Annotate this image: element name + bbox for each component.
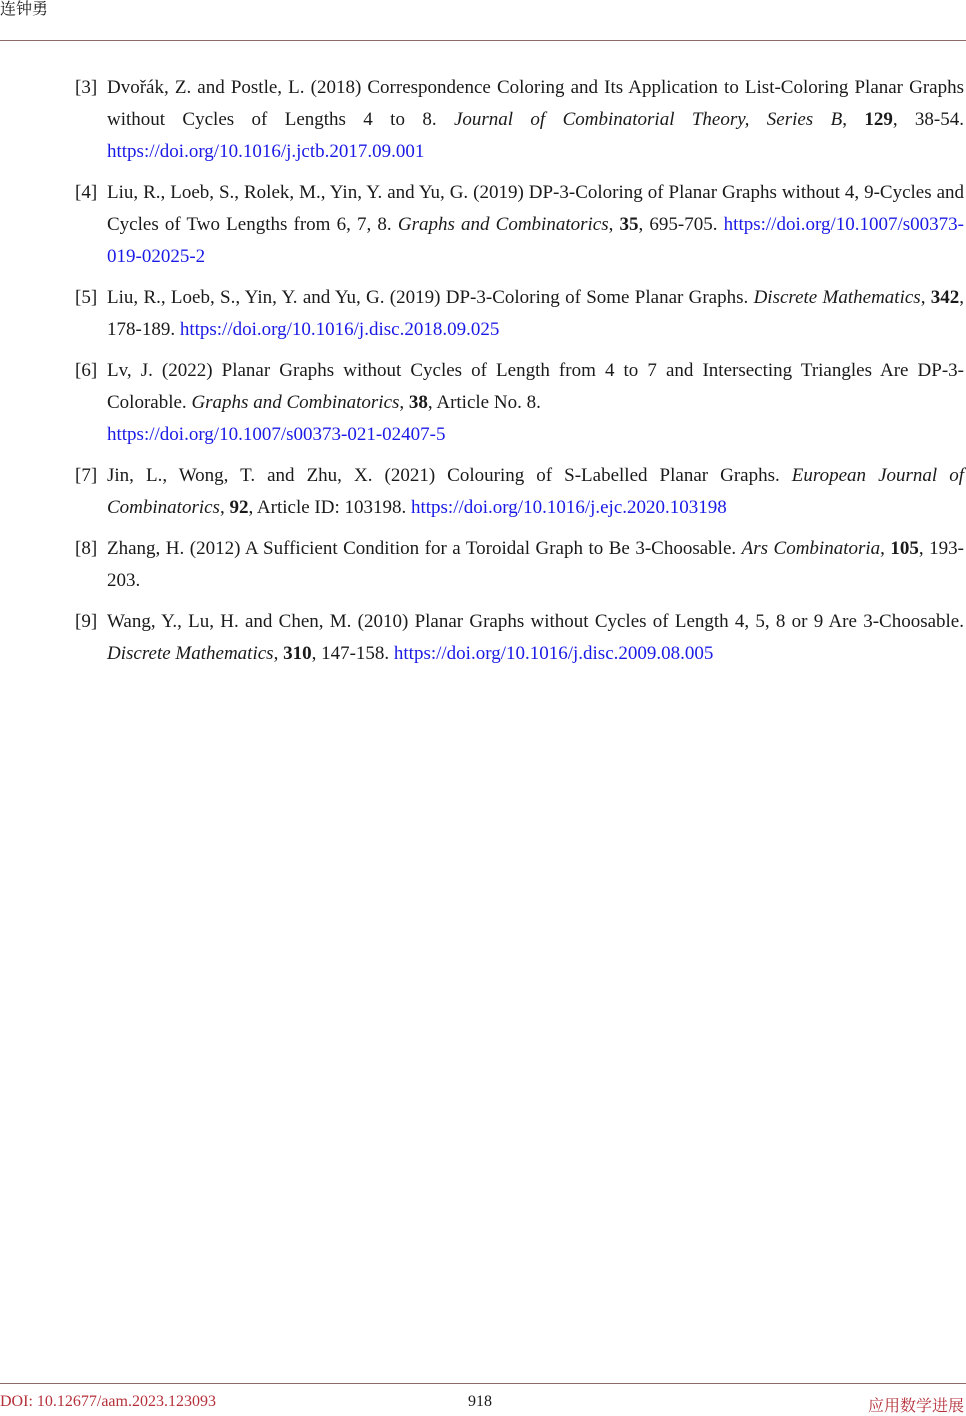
reference-authors-title: Wang, Y., Lu, H. and Chen, M. (2010) Planar Graphs without Cycles of Length 4, 5, 8 or 9 Are 3-Choosable. (107, 611, 964, 632)
reference-item: [7] Jin, L., Wong, T. and Zhu, X. (2021) Colouring of S-Labelled Planar Graphs. European Journal of Combinatorics, 92, Article ID: 103198. https://doi.org/10.1016/j.ejc.2020.103198 (0, 460, 966, 524)
reference-authors-title: Liu, R., Loeb, S., Yin, Y. and Yu, G. (2019) DP-3-Coloring of Some Planar Graphs. (107, 287, 754, 308)
reference-pages: , 178-189. (107, 287, 965, 340)
reference-pages: , 147-158. (311, 643, 394, 664)
reference-journal: Journal of Combinatorial Theory, Series B (453, 109, 843, 130)
reference-journal: Discrete Mathematics (753, 287, 921, 308)
reference-doi-link[interactable]: https://doi.org/10.1016/j.jctb.2017.09.001 (107, 141, 425, 162)
reference-number: [4] (75, 182, 98, 203)
reference-item: [5] Liu, R., Loeb, S., Yin, Y. and Yu, G. (2019) DP-3-Coloring of Some Planar Graphs. Discrete Mathematics, 342, 178-189. https://doi.org/10.1016/j.disc.2018.09.025 (0, 282, 966, 346)
reference-item: [9] Wang, Y., Lu, H. and Chen, M. (2010) Planar Graphs without Cycles of Length 4, 5, 8 or 9 Are 3-Choosable. Discrete Mathematics, 310, 147-158. https://doi.org/10.1016/j.disc.2009.08.005 (0, 606, 966, 670)
reference-volume: 35 (619, 214, 639, 235)
running-header-author: 连钟勇 (0, 1, 49, 18)
reference-item: [6] Lv, J. (2022) Planar Graphs without Cycles of Length from 4 to 7 and Intersecting Triangles Are DP-3-Colorable. Graphs and Combinatorics, 38, Article No. 8. https://doi.org/10.1007/s00373-021-02407-5 (0, 355, 966, 451)
reference-journal: Ars Combinatoria (741, 538, 881, 559)
reference-number: [9] (75, 611, 98, 632)
reference-journal: Graphs and Combinatorics (191, 392, 400, 413)
reference-volume: 92 (229, 497, 249, 518)
page-number: 918 (468, 1393, 492, 1410)
reference-number: [6] (75, 360, 98, 381)
reference-number: [8] (75, 538, 98, 559)
reference-pages: , 193-203. (107, 538, 964, 591)
reference-pages: , Article ID: 103198. (248, 497, 411, 518)
reference-volume: 129 (864, 109, 893, 130)
reference-doi-link[interactable]: https://doi.org/10.1007/s00373-021-02407-5 (107, 424, 446, 445)
reference-journal: Discrete Mathematics (107, 643, 274, 664)
reference-journal: European Journal of Combinatorics (107, 465, 964, 518)
reference-item: [8] Zhang, H. (2012) A Sufficient Condition for a Toroidal Graph to Be 3-Choosable. Ars Combinatoria, 105, 193-203. (0, 533, 966, 597)
reference-authors-title: Dvořák, Z. and Postle, L. (2018) Correspondence Coloring and Its Application to List-Coloring Planar Graphs without Cycles of Lengths 4 to 8. (107, 77, 964, 130)
reference-volume: 38 (408, 392, 428, 413)
reference-number: [3] (75, 77, 98, 98)
reference-number: [5] (75, 287, 98, 308)
reference-volume: 105 (890, 538, 919, 559)
reference-list (0, 72, 966, 679)
header-divider (0, 40, 966, 41)
reference-pages: , 38-54. (892, 109, 965, 130)
reference-doi-link[interactable]: https://doi.org/10.1016/j.disc.2018.09.025 (179, 319, 500, 340)
reference-doi-link[interactable]: https://doi.org/10.1016/j.ejc.2020.103198 (410, 497, 727, 518)
reference-doi-link[interactable]: https://doi.org/10.1016/j.disc.2009.08.005 (393, 643, 714, 664)
reference-pages: , Article No. 8. (427, 392, 541, 413)
reference-doi-link[interactable]: https://doi.org/10.1007/s00373-019-02025-2 (107, 214, 965, 267)
reference-pages: , 695-705. (638, 214, 724, 235)
reference-authors-title: Jin, L., Wong, T. and Zhu, X. (2021) Colouring of S-Labelled Planar Graphs. (107, 465, 792, 486)
footer-journal-name: 应用数学进展 (867, 1396, 964, 1415)
reference-authors-title: Zhang, H. (2012) A Sufficient Condition for a Toroidal Graph to Be 3-Choosable. (107, 538, 742, 559)
reference-item: [3] Dvořák, Z. and Postle, L. (2018) Correspondence Coloring and Its Application to List-Coloring Planar Graphs without Cycles of Lengths 4 to 8. Journal of Combinatorial Theory, Series B, 129, 38-54. https://doi.org/10.1016/j.jctb.2017.09.001 (0, 72, 966, 168)
reference-authors-title: Liu, R., Loeb, S., Rolek, M., Yin, Y. and Yu, G. (2019) DP-3-Coloring of Planar Graphs without 4, 9-Cycles and Cycles of Two Lengths from 6, 7, 8. (107, 182, 964, 235)
reference-journal: Graphs and Combinatorics (397, 214, 609, 235)
reference-number: [7] (75, 465, 98, 486)
reference-item: [4] Liu, R., Loeb, S., Rolek, M., Yin, Y. and Yu, G. (2019) DP-3-Coloring of Planar Graphs without 4, 9-Cycles and Cycles of Two Lengths from 6, 7, 8. Graphs and Combinatorics, 35, 695-705. https://doi.org/10.1007/s00373-019-02025-2 (0, 177, 966, 273)
footer-doi: DOI: 10.12677/aam.2023.123093 (0, 1393, 216, 1410)
reference-volume: 310 (283, 643, 312, 664)
reference-authors-title: Lv, J. (2022) Planar Graphs without Cycles of Length from 4 to 7 and Intersecting Triangles Are DP-3-Colorable. (107, 360, 964, 413)
reference-volume: 342 (930, 287, 960, 308)
footer-divider (0, 1383, 966, 1384)
